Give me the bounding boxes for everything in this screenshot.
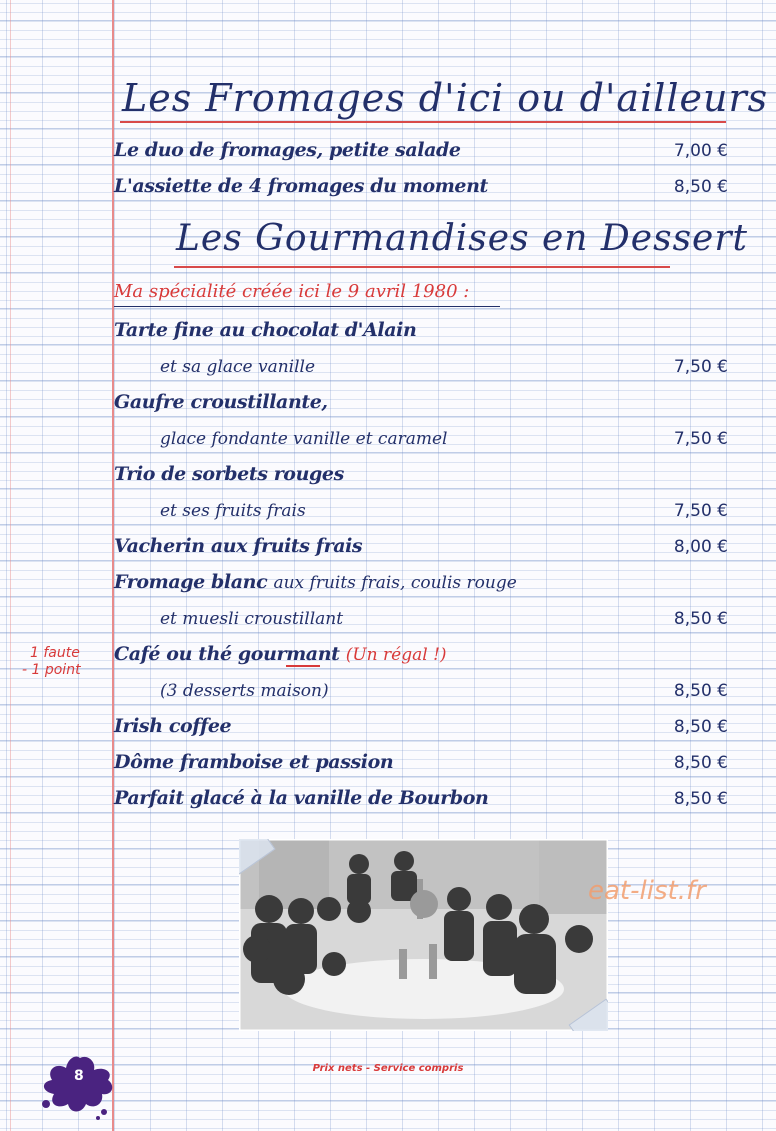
dessert-title-underline	[174, 266, 670, 268]
item-detail: et sa glace vanille	[160, 357, 316, 377]
cheese-section-title: Les Fromages d'ici ou d'ailleurs	[122, 76, 769, 120]
watermark: eat-list.fr	[588, 876, 706, 906]
item-name: Tarte fine au chocolat d'Alain	[114, 319, 417, 341]
menu-item-parfait	[114, 776, 728, 812]
item-name: Vacherin aux fruits frais	[114, 535, 363, 557]
item-detail: et ses fruits frais	[160, 501, 306, 521]
menu-item-tarte-detail	[114, 344, 728, 380]
item-price: 7,50 €	[673, 501, 728, 521]
menu-item-cheese-plate	[114, 164, 728, 200]
left-edge-line	[10, 0, 11, 1131]
item-name	[114, 571, 517, 593]
item-name: Parfait glacé à la vanille de Bourbon	[114, 787, 489, 809]
item-detail: glace fondante vanille et caramel	[160, 429, 448, 449]
item-name	[114, 643, 447, 665]
menu-item-vacherin	[114, 524, 728, 560]
item-name: Le duo de fromages, petite salade	[114, 139, 461, 161]
menu-item-gaufre-detail	[114, 416, 728, 452]
margin-note-fault: 1 faute	[30, 645, 80, 661]
correction-underline	[286, 665, 320, 667]
item-price: 7,50 €	[673, 429, 728, 449]
speciality-underline	[114, 306, 500, 307]
item-price: 8,50 €	[673, 717, 728, 737]
cheese-title-underline	[120, 121, 726, 123]
item-name-bold: Fromage blanc	[114, 571, 268, 593]
item-name-rest: aux fruits frais, coulis rouge	[273, 573, 517, 593]
vintage-group-photo	[239, 839, 608, 1031]
margin-note-point: - 1 point	[22, 662, 81, 678]
menu-item-irish-coffee	[114, 704, 728, 740]
item-price: 8,50 €	[673, 681, 728, 701]
item-name: Irish coffee	[114, 715, 232, 737]
menu-item-cafe-gourmand	[114, 632, 728, 668]
item-price: 8,50 €	[673, 789, 728, 809]
photo-illustration	[239, 839, 608, 1031]
menu-item-fromage-blanc-detail	[114, 596, 728, 632]
item-price: 7,00 €	[673, 141, 728, 161]
menu-item-cheese-duo	[114, 128, 728, 164]
item-price: 7,50 €	[673, 357, 728, 377]
item-name: Trio de sorbets rouges	[114, 463, 344, 485]
item-price: 8,50 €	[673, 753, 728, 773]
item-note: (Un régal !)	[345, 645, 447, 665]
page-ink-splash-icon	[38, 1052, 118, 1124]
item-name: Dôme framboise et passion	[114, 751, 394, 773]
item-detail: (3 desserts maison)	[160, 681, 329, 701]
menu-item-sorbets	[114, 452, 728, 488]
item-name-bold: Café ou thé gourmant	[114, 643, 340, 665]
item-detail: et muesli croustillant	[160, 609, 344, 629]
page-number: 8	[74, 1068, 84, 1084]
item-price: 8,50 €	[673, 609, 728, 629]
speciality-note: Ma spécialité créée ici le 9 avril 1980 :	[114, 281, 470, 302]
item-name: L'assiette de 4 fromages du moment	[114, 175, 488, 197]
menu-item-sorbets-detail	[114, 488, 728, 524]
menu-item-tarte	[114, 308, 728, 344]
menu-item-gaufre	[114, 380, 728, 416]
menu-item-cafe-gourmand-detail	[114, 668, 728, 704]
item-name: Gaufre croustillante,	[114, 391, 328, 413]
item-price: 8,00 €	[673, 537, 728, 557]
menu-item-dome	[114, 740, 728, 776]
dessert-section-title: Les Gourmandises en Dessert	[176, 218, 749, 259]
item-price: 8,50 €	[673, 177, 728, 197]
menu-item-fromage-blanc	[114, 560, 728, 596]
footer-note: Prix nets - Service compris	[312, 1063, 464, 1074]
